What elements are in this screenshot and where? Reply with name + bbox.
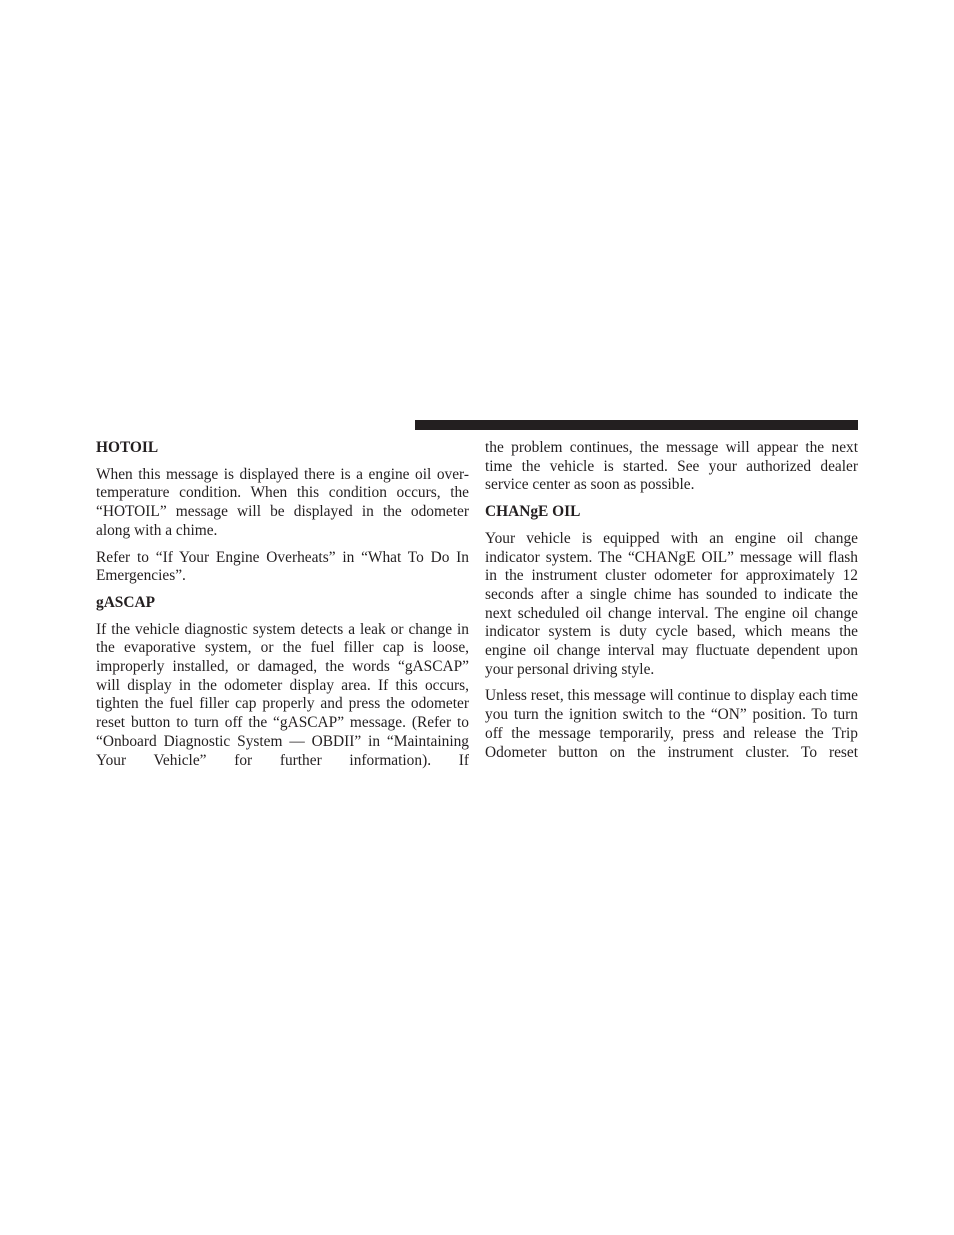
hotoil-paragraph-2: Refer to “If Your Engine Overheats” in “What To Do In Emergencies”. (96, 548, 469, 585)
change-oil-paragraph-1: Your vehicle is equipped with an engine oil change indicator system. The “CHANgE OIL” message will flash in the instrument cluster odometer for approximately 12 seconds after a single chime has sounded to indicate the next scheduled oil change interval. The engine oil change indicator system is duty cycle based, which means the engine oil change interval may fluctuate dependent upon your personal driving style. (485, 529, 858, 678)
gascap-heading: gASCAP (96, 593, 155, 611)
hotoil-heading: HOTOIL (96, 439, 159, 456)
change-oil-paragraph-2: Unless reset, this message will continue to display each time you turn the ignition switch to the “ON” position. To turn off the message temporarily, press and release the Trip Odometer button on the instrument cluster. To reset (485, 687, 858, 761)
gascap-paragraph-1: If the vehicle diagnostic system detects a leak or change in the evaporative system, or the fuel filler cap is loose, improperly installed, or damaged, the words “gASCAP” will display in the odometer display area. If this occurs, tighten the fuel filler cap properly and press the odometer reset button to turn off the “gASCAP” message. (Refer to “Onboard Diagnostic System — OBDII” in “Maintaining Your Vehicle” for further information). If (96, 620, 469, 769)
right-column (485, 439, 858, 770)
section-header-rule (415, 420, 858, 430)
gascap-continued-paragraph: the problem continues, the message will appear the next time the vehicle is started. See your authorized dealer service center as soon as possible. (485, 439, 858, 494)
change-oil-heading: CHANgE OIL (485, 503, 581, 521)
left-column (96, 439, 469, 778)
hotoil-paragraph-1: When this message is displayed there is a engine oil over-temperature condition. When this condition occurs, the “HOTOIL” message will be displayed in the odometer along with a chime. (96, 465, 469, 539)
